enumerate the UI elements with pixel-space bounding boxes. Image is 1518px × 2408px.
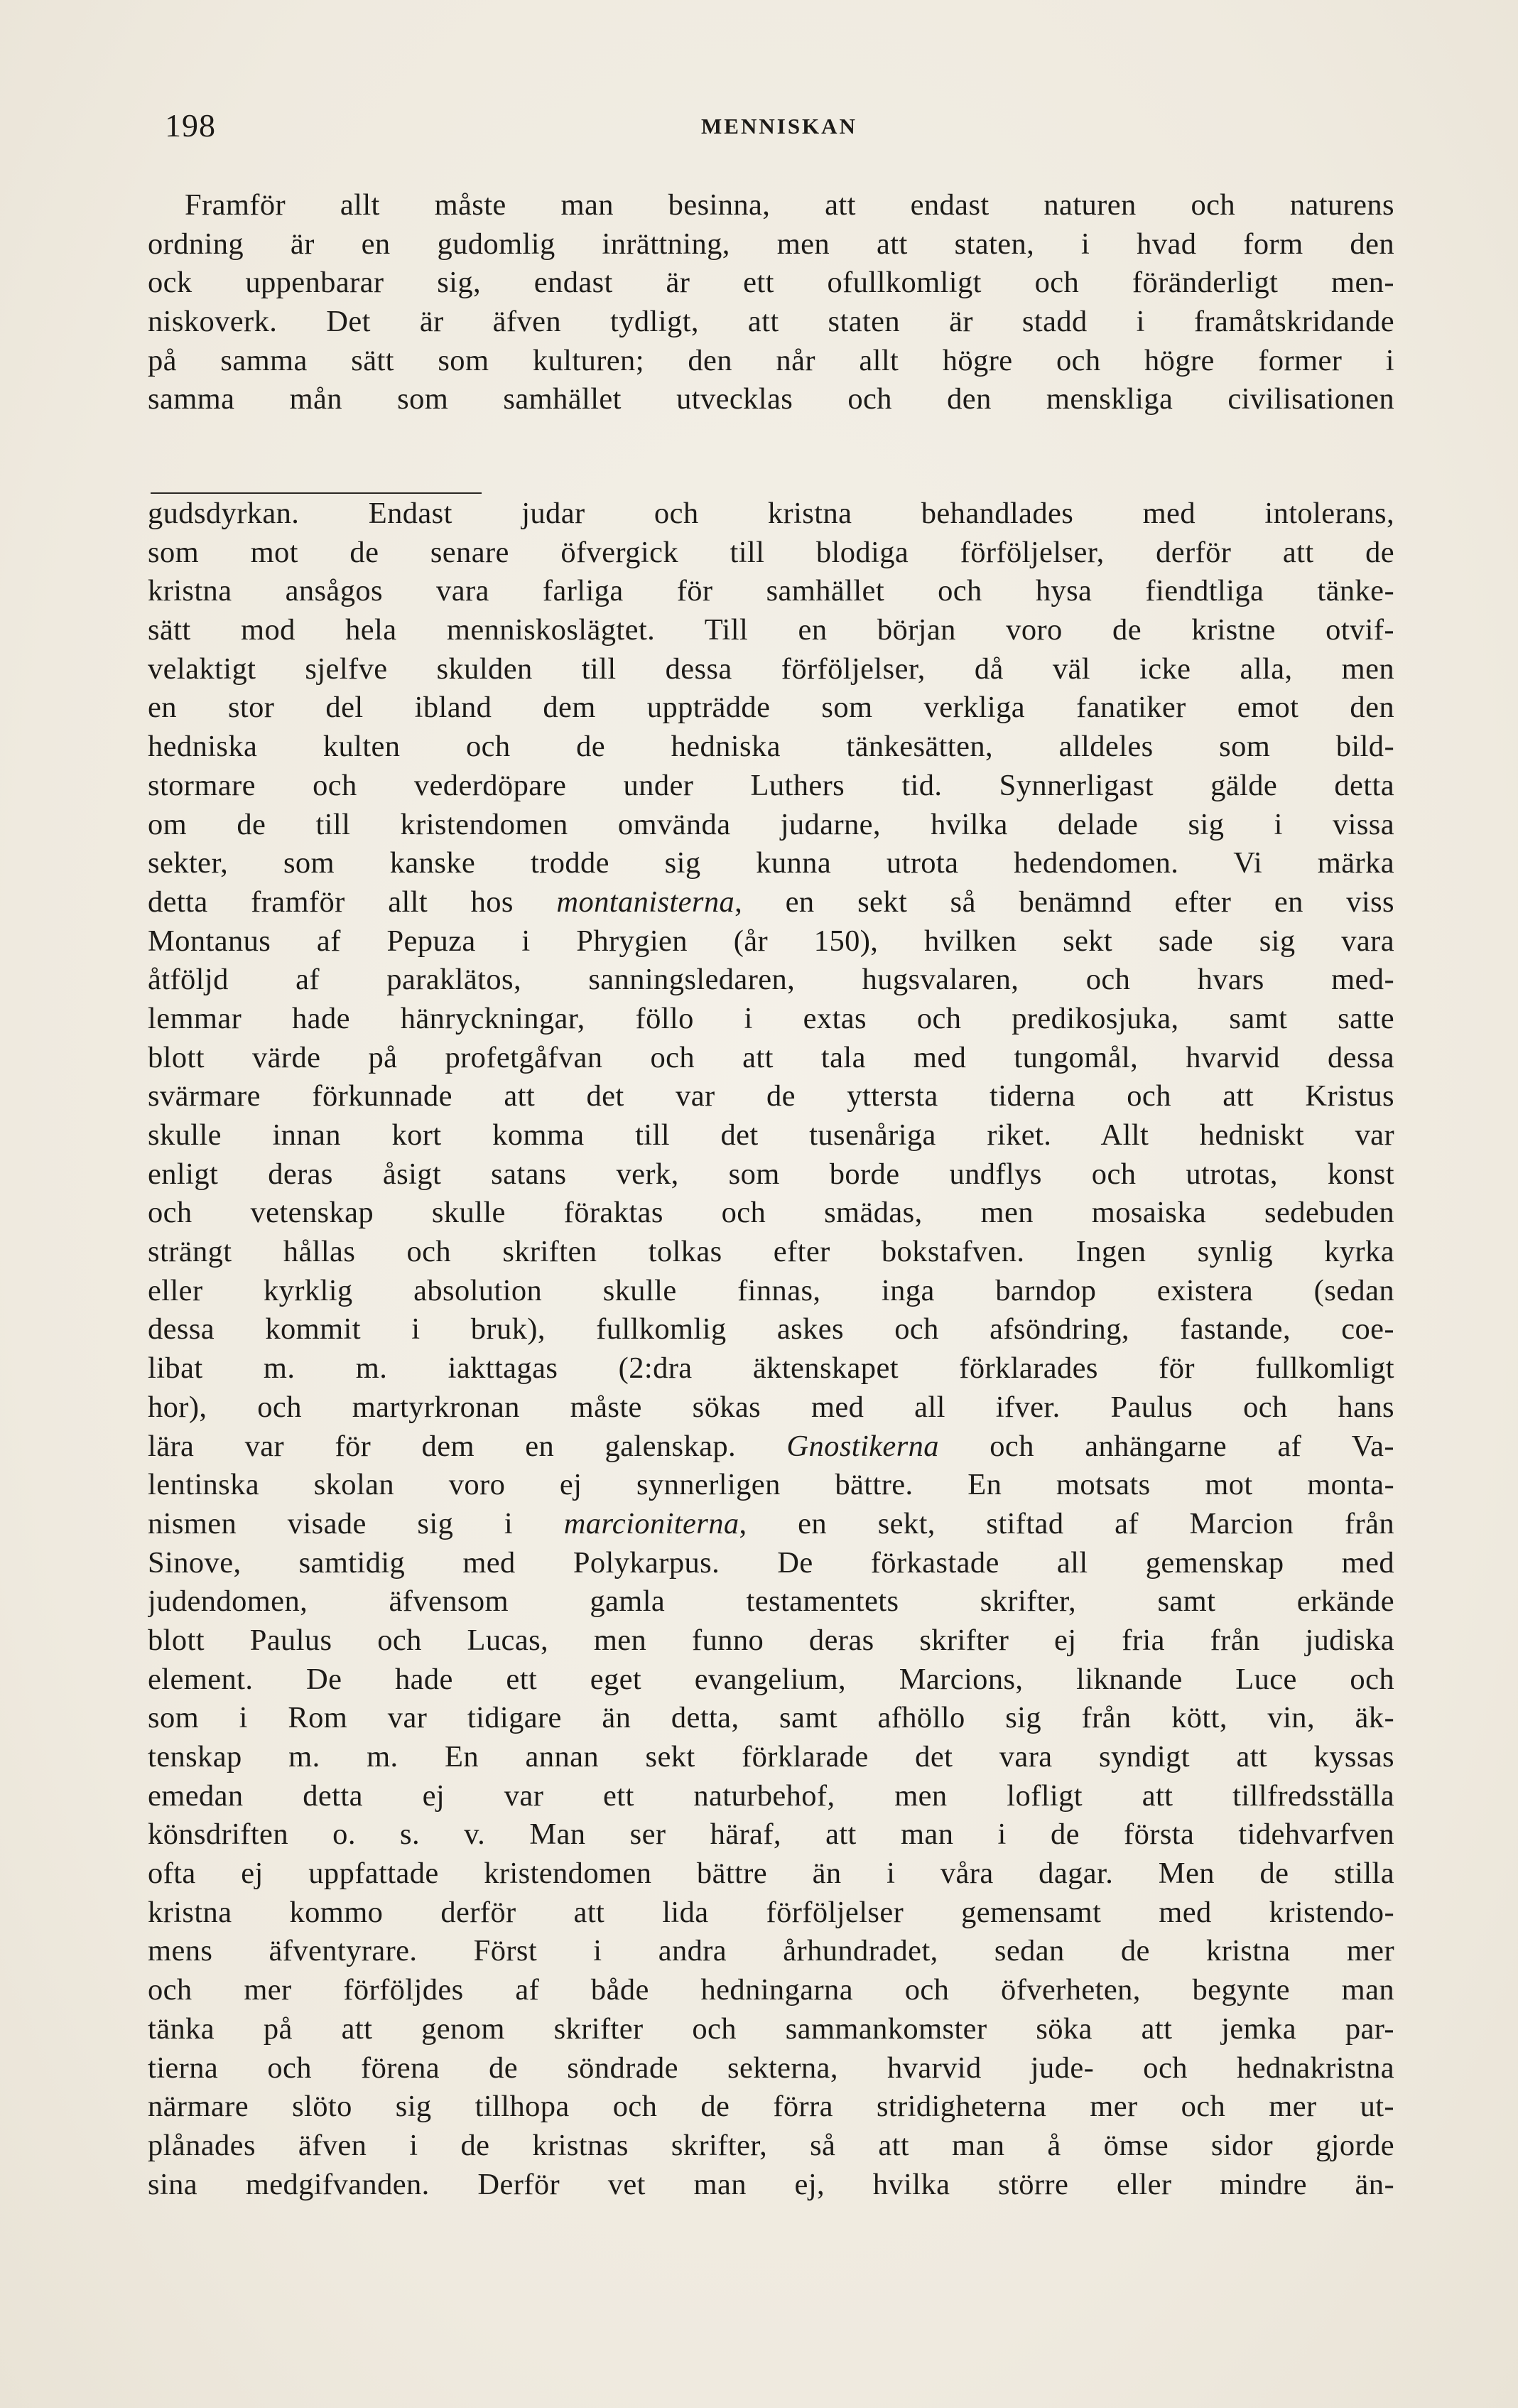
text-line: sätt mod hela menniskoslägtet. Till en början voro de kristne otvif- xyxy=(148,613,1394,647)
text-line: ofta ej uppfattade kristendomen bättre än i våra dagar. Men de stilla xyxy=(148,1857,1394,1891)
text-line: åtföljd af paraklätos, sanningsledaren, hugsvalaren, och hvars med- xyxy=(148,963,1394,997)
text-line: blott Paulus och Lucas, men funno deras skrifter ej fria från judiska xyxy=(148,1623,1394,1657)
text-line: Sinove, samtidig med Polykarpus. De förkastade all gemenskap med xyxy=(148,1545,1394,1580)
page-number: 198 xyxy=(165,107,216,144)
italic-term: marcioniterna xyxy=(563,1506,739,1540)
text-line: skulle innan kort komma till det tusenåriga riket. Allt hedniskt var xyxy=(148,1118,1394,1152)
text-run: detta framför allt hos xyxy=(148,885,557,919)
text-line: plånades äfven i de kristnas skrifter, så att man å ömse sidor gjorde xyxy=(148,2128,1394,2162)
text-line: blott värde på profetgåfvan och att tala med tungomål, hvarvid dessa xyxy=(148,1040,1394,1074)
text-line: judendomen, äfvensom gamla testamentets skrifter, samt erkände xyxy=(148,1584,1394,1619)
text-line: element. De hade ett eget evangelium, Marcions, liknande Luce och xyxy=(148,1662,1394,1696)
text-line: och vetenskap skulle föraktas och smädas, men mosaiska sedebuden xyxy=(148,1196,1394,1230)
top-paragraph xyxy=(148,186,1394,419)
text-line: könsdriften o. s. v. Man ser häraf, att man i de första tidehvarfven xyxy=(148,1818,1394,1852)
text-line: närmare slöto sig tillhopa och de förra stridigheterna mer och mer ut- xyxy=(148,2090,1394,2124)
text-line: på samma sätt som kulturen; den når allt högre och högre former i xyxy=(148,343,1394,377)
text-line: och mer förföljdes af både hedningarna och öfverheten, begynte man xyxy=(148,1973,1394,2007)
running-head xyxy=(165,107,1394,149)
text-line: hedniska kulten och de hedniska tänkesätten, alldeles som bild- xyxy=(148,730,1394,764)
text-line: mens äfventyrare. Först i andra århundradet, sedan de kristna mer xyxy=(148,1934,1394,1968)
text-line: velaktigt sjelfve skulden till dessa förföljelser, då väl icke alla, men xyxy=(148,652,1394,686)
text-run: , en sekt, stiftad af Marcion från xyxy=(739,1506,1394,1540)
text-line xyxy=(148,2204,1394,2243)
text-line: kristna ansågos vara farliga för samhället och hysa fiendtliga tänke- xyxy=(148,574,1394,608)
running-title: MENNISKAN xyxy=(701,114,857,139)
text-line: tierna och förena de söndrade sekterna, hvarvid jude- och hednakristna xyxy=(148,2051,1394,2085)
text-line: niskoverk. Det är äfven tydligt, att staten är stadd i framåtskridande xyxy=(148,305,1394,339)
text-line: som mot de senare öfvergick till blodiga förföljelser, derför att de xyxy=(148,535,1394,569)
text-line xyxy=(148,1427,1394,1467)
text-line: lemmar hade hänryckningar, föllo i extas och predikosjuka, samt satte xyxy=(148,1001,1394,1035)
text-line: ock uppenbarar sig, endast är ett ofullkomligt och föränderligt men- xyxy=(148,266,1394,300)
text-line: svärmare förkunnade att det var de yttersta tiderna och att Kristus xyxy=(148,1079,1394,1113)
text-line: ordning är en gudomlig inrättning, men att staten, i hvad form den xyxy=(148,227,1394,261)
text-line: libat m. m. iakttagas (2:dra äktenskapet förklarades för fullkomligt xyxy=(148,1351,1394,1386)
text-line: kristna kommo derför att lida förföljelser gemensamt med kristendo- xyxy=(148,1895,1394,1929)
text-line xyxy=(148,1505,1394,1544)
text-run: och anhängarne af Va- xyxy=(938,1429,1394,1463)
text-line: gudsdyrkan. Endast judar och kristna behandlades med intolerans, xyxy=(148,497,1394,530)
text-line: emedan detta ej var ett naturbehof, men lofligt att tillfredsställa xyxy=(148,1778,1394,1813)
text-line: samma mån som samhället utvecklas och den menskliga civilisationen xyxy=(148,382,1394,416)
text-line: tenskap m. m. En annan sekt förklarade det vara syndigt att kyssas xyxy=(148,1740,1394,1773)
text-line: en stor del ibland dem uppträdde som verkliga fanatiker emot den xyxy=(148,691,1394,725)
text-line: tänka på att genom skrifter och sammankomster söka att jemka par- xyxy=(148,2012,1394,2046)
text-line: eller kyrklig absolution skulle finnas, inga barndop existera (sedan xyxy=(148,1273,1394,1307)
text-run: nismen visade sig i xyxy=(148,1506,564,1540)
italic-term: Gnostikerna xyxy=(786,1429,939,1463)
text-line: sina medgifvanden. Derför vet man ej, hvilka större eller mindre än- xyxy=(148,2167,1394,2201)
main-text xyxy=(148,495,1394,2243)
text-run: , en sekt så benämnd efter en viss xyxy=(734,885,1394,919)
text-line xyxy=(148,883,1394,922)
section-divider-rule xyxy=(151,492,482,494)
text-line: dessa kommit i bruk), fullkomlig askes och afsöndring, fastande, coe- xyxy=(148,1312,1394,1346)
text-line: som i Rom var tidigare än detta, samt afhöllo sig från kött, vin, äk- xyxy=(148,1701,1394,1735)
text-line: Montanus af Pepuza i Phrygien (år 150), hvilken sekt sade sig vara xyxy=(148,924,1394,958)
text-line: sekter, som kanske trodde sig kunna utrota hedendomen. Vi märka xyxy=(148,846,1394,880)
text-line: Framför allt måste man besinna, att endast naturen och naturens xyxy=(185,188,1394,222)
italic-term: montanisterna xyxy=(556,885,735,919)
text-line: enligt deras åsigt satans verk, som borde undflys och utrotas, konst xyxy=(148,1157,1394,1191)
text-line: om de till kristendomen omvända judarne, hvilka delade sig i vissa xyxy=(148,807,1394,841)
text-line: hor), och martyrkronan måste sökas med all ifver. Paulus och hans xyxy=(148,1390,1394,1424)
text-line: lentinska skolan voro ej synnerligen bättre. En motsats mot monta- xyxy=(148,1468,1394,1502)
text-line: stormare och vederdöpare under Luthers tid. Synnerligast gälde detta xyxy=(148,768,1394,802)
text-run: lära var för dem en galenskap. xyxy=(148,1429,787,1463)
text-line: strängt hållas och skriften tolkas efter bokstafven. Ingen synlig kyrka xyxy=(148,1235,1394,1269)
